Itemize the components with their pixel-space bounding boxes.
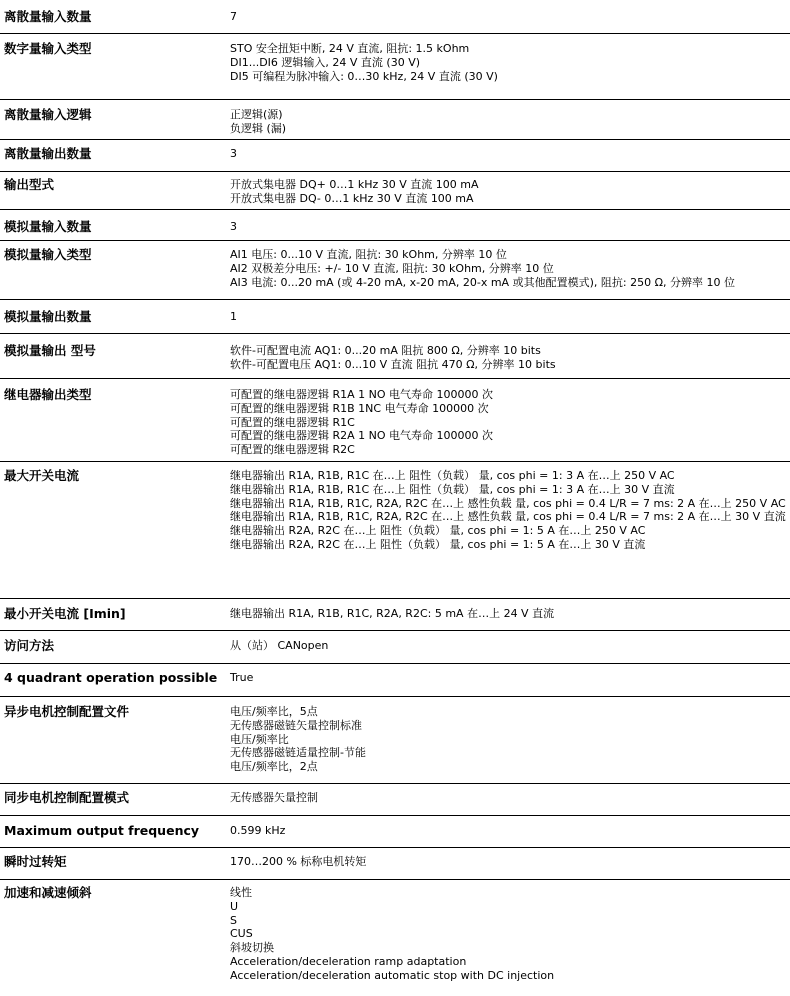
spec-value-line: 无传感器矢量控制 [230,791,318,804]
spec-value [230,241,790,299]
spec-label: 4 quadrant operation possible [4,670,218,685]
spec-row [0,34,790,100]
spec-value-line: 可配置的继电器逻辑 R2C [230,443,355,457]
spec-row [0,379,790,462]
spec-label: 访问方法 [4,638,55,653]
spec-value [230,462,790,598]
spec-value-line: 3 [230,220,237,233]
spec-value-line: 斜坡切换 [230,941,274,955]
spec-value-line: AI2 双极差分电压: +/- 10 V 直流, 阻抗: 30 kOhm, 分辨率 10 位 [230,261,554,275]
spec-value-line: Acceleration/deceleration ramp adaptation [230,954,467,968]
spec-label: 异步电机控制配置文件 [4,704,130,719]
spec-label: 模拟量输入数量 [4,219,92,234]
spec-label: 继电器输出类型 [4,387,92,402]
spec-value [230,300,790,333]
spec-value-line: AI3 电流: 0...20 mA (或 4-20 mA, x-20 mA, 20-x mA 或其他配置模式), 阻抗: 250 Ω, 分辨率 10 位 [230,275,735,289]
spec-value-line: 正逻辑(源) [230,108,283,121]
spec-value-line: DI5 可编程为脉冲输入: 0…30 kHz, 24 V 直流 (30 V) [230,69,498,83]
spec-label: 模拟量输出数量 [4,309,92,324]
spec-value-line: 电压/频率比，5点 [230,705,318,718]
spec-value-line: 可配置的继电器逻辑 R1B 1NC 电气寿命 100000 次 [230,401,489,415]
spec-label: 离散量输入数量 [4,9,92,24]
spec-value-line: 无传感器磁链矢量控制标准 [230,718,362,732]
spec-row [0,0,790,34]
spec-label: 离散量输入逻辑 [4,107,92,122]
spec-row [0,664,790,697]
spec-value-line: 1 [230,310,237,323]
spec-value [230,140,790,171]
spec-value-line: DI1...DI6 逻辑输入, 24 V 直流 (30 V) [230,55,421,69]
spec-row [0,848,790,880]
spec-value-line: 软件-可配置电压 AQ1: 0...10 V 直流 阻抗 470 Ω, 分辨率 10 bits [230,357,556,371]
spec-label: 数字量输入类型 [4,41,92,56]
spec-row [0,140,790,172]
spec-value [230,631,790,663]
spec-value-line: U [230,899,239,913]
spec-value-line: 无传感器磁链适量控制-节能 [230,746,366,760]
spec-value-line: 继电器输出 R1A, R1B, R1C, R2A, R2C: 5 mA 在…上 24 V 直流 [230,607,555,620]
spec-value-line: S [230,913,237,927]
spec-value [230,334,790,378]
spec-value-line: CUS [230,927,253,941]
spec-label: 瞬时过转矩 [4,854,67,869]
spec-value-line: 继电器输出 R1A, R1B, R1C, R2A, R2C 在…上 感性负载 量, cos phi = 0.4 L/R = 7 ms: 2 A 在…上 30 V 直流 [230,510,786,524]
spec-value [230,816,790,847]
spec-value-line: 可配置的继电器逻辑 R2A 1 NO 电气寿命 100000 次 [230,429,494,443]
spec-row [0,599,790,631]
spec-value [230,172,790,209]
spec-row [0,300,790,334]
spec-value [230,100,790,139]
spec-label: 模拟量输入类型 [4,247,92,262]
spec-row [0,462,790,599]
spec-value-line: 开放式集电器 DQ+ 0…1 kHz 30 V 直流 100 mA [230,178,479,191]
spec-row [0,784,790,816]
spec-value [230,848,790,879]
spec-value-line: 继电器输出 R1A, R1B, R1C 在…上 阻性（负载） 量, cos phi = 1: 3 A 在…上 30 V 直流 [230,482,675,496]
spec-value-line: Acceleration/deceleration automatic stop with DC injection [230,968,555,982]
spec-value [230,664,790,696]
spec-value-line: AI1 电压: 0...10 V 直流, 阻抗: 30 kOhm, 分辨率 10 位 [230,248,507,261]
spec-value-line: 继电器输出 R2A, R2C 在…上 阻性（负载） 量, cos phi = 1: 5 A 在…上 30 V 直流 [230,537,646,551]
spec-row [0,100,790,140]
spec-value-line: 开放式集电器 DQ- 0…1 kHz 30 V 直流 100 mA [230,191,474,205]
spec-value [230,697,790,783]
spec-value [230,0,790,33]
spec-label: 输出型式 [4,177,55,192]
spec-value-line: True [230,671,254,684]
spec-value-line: 0.599 kHz [230,824,286,837]
spec-value-line: 软件-可配置电流 AQ1: 0...20 mA 阻抗 800 Ω, 分辨率 10 bits [230,344,541,357]
spec-row [0,880,790,996]
spec-label: 最小开关电流 [Imin] [4,606,126,621]
spec-row [0,172,790,210]
spec-value [230,379,790,461]
spec-value-line: 从（站） CANopen [230,639,329,652]
spec-value [230,599,790,630]
spec-value-line: 线性 [230,886,252,899]
spec-value-line: 负逻辑 (漏) [230,121,287,135]
spec-value [230,34,790,99]
spec-label: 最大开关电流 [4,468,80,483]
spec-label: 同步电机控制配置模式 [4,790,130,805]
spec-value-line: STO 安全扭矩中断, 24 V 直流, 阻抗: 1.5 kOhm [230,42,470,55]
spec-value-line: 继电器输出 R2A, R2C 在…上 阻性（负载） 量, cos phi = 1: 5 A 在…上 250 V AC [230,524,646,538]
spec-value-line: 3 [230,147,237,160]
spec-value [230,880,790,996]
spec-row [0,334,790,379]
spec-value-line: 电压/频率比，2点 [230,760,318,774]
spec-value-line: 7 [230,10,237,23]
spec-row [0,697,790,784]
spec-label: Maximum output frequency [4,823,200,838]
spec-label: 加速和减速倾斜 [4,885,92,900]
spec-value-line: 可配置的继电器逻辑 R1C [230,415,355,429]
spec-row [0,816,790,848]
spec-value-line: 继电器输出 R1A, R1B, R1C, R2A, R2C 在…上 感性负载 量, cos phi = 0.4 L/R = 7 ms: 2 A 在…上 250 V AC [230,496,786,510]
spec-value-line: 电压/频率比 [230,732,289,746]
spec-row [0,210,790,241]
spec-value-line: 170…200 % 标称电机转矩 [230,855,367,868]
spec-row [0,241,790,300]
spec-label: 模拟量输出 型号 [4,343,96,358]
spec-value-line: 继电器输出 R1A, R1B, R1C 在…上 阻性（负载） 量, cos phi = 1: 3 A 在…上 250 V AC [230,469,675,482]
spec-value [230,210,790,240]
spec-label: 离散量输出数量 [4,146,92,161]
spec-value-line: 可配置的继电器逻辑 R1A 1 NO 电气寿命 100000 次 [230,388,494,401]
spec-value [230,784,790,815]
spec-row [0,631,790,664]
